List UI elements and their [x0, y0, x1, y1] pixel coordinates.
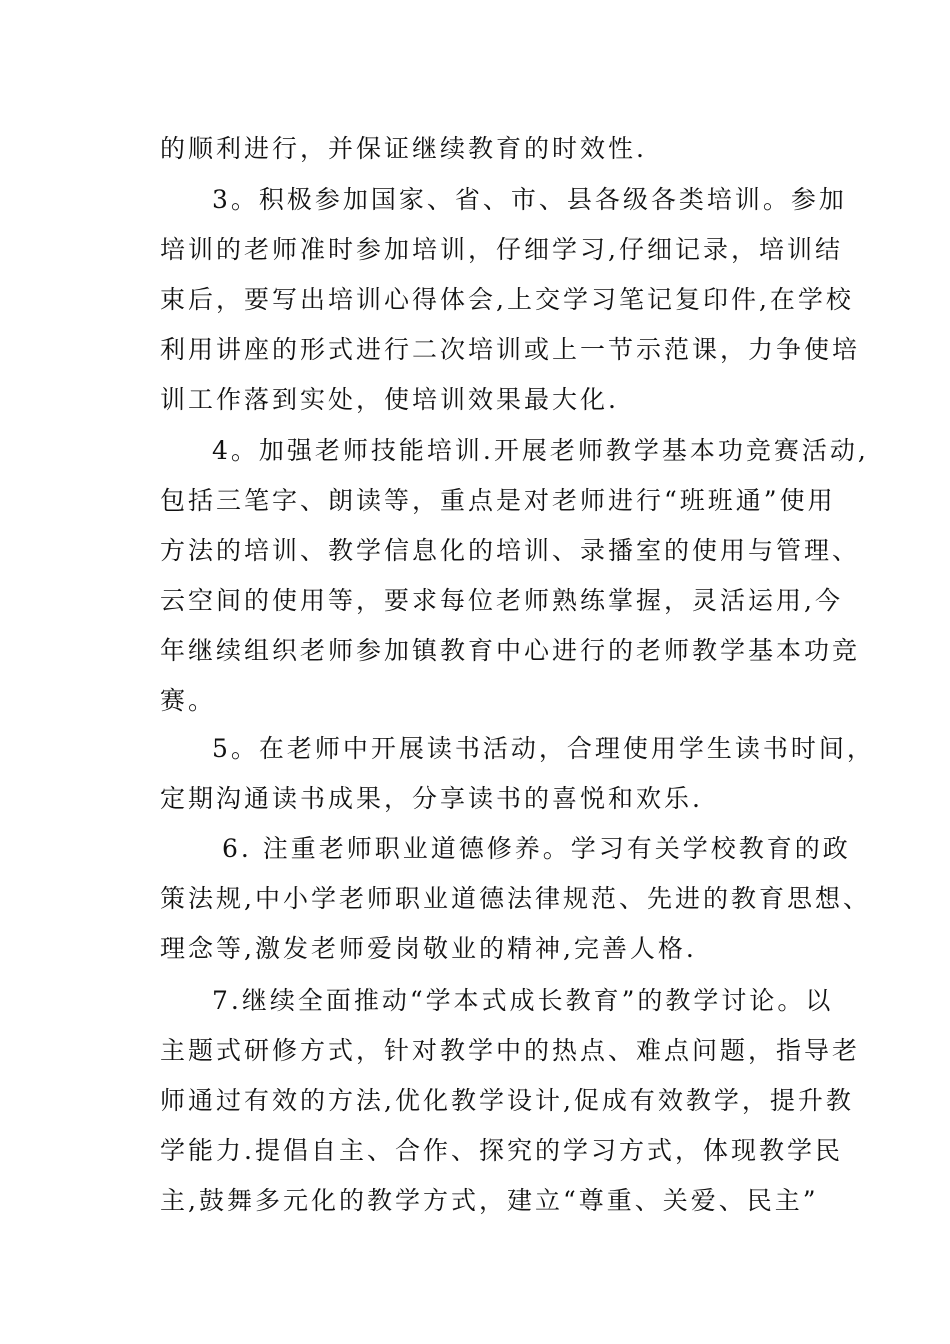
text-line: 定期沟通读书成果，分享读书的喜悦和欢乐.: [160, 784, 703, 813]
text-line: 方法的培训、教学信息化的培训、录播室的使用与管理、: [160, 536, 861, 565]
text-line: 学能力.提倡自主、合作、探究的学习方式，体现教学民: [160, 1136, 843, 1165]
text-line: 主,鼓舞多元化的教学方式，建立“尊重、关爱、民主”: [160, 1186, 819, 1215]
text-line: 理念等,激发老师爱岗敬业的精神,完善人格.: [160, 934, 697, 963]
text-line: 主题式研修方式，针对教学中的热点、难点问题，指导老: [160, 1036, 861, 1065]
text-line: 5。在老师中开展读书活动，合理使用学生读书时间，: [212, 734, 875, 763]
paragraph-item-7: [160, 976, 861, 1226]
text-line: 包括三笔字、朗读等，重点是对老师进行“班班通”使用: [160, 486, 836, 515]
paragraph-item-6: [160, 824, 871, 974]
paragraph-continuation: [160, 124, 840, 174]
text-line: 策法规,中小学老师职业道德法律规范、先进的教育思想、: [160, 884, 871, 913]
text-line: 束后，要写出培训心得体会,上交学习笔记复印件,在学校: [160, 285, 854, 314]
text-line: 4。加强老师技能培训.开展老师教学基本功竞赛活动,: [212, 436, 869, 465]
paragraph-item-4: [160, 426, 869, 726]
text-line: 培训的老师准时参加培训，仔细学习,仔细记录，培训结: [160, 235, 843, 264]
text-line: 3。积极参加国家、省、市、县各级各类培训。参加: [212, 185, 847, 214]
paragraph-item-3: [160, 175, 861, 425]
text-line: 利用讲座的形式进行二次培训或上一节示范课，力争使培: [160, 335, 861, 364]
text-line: 赛。: [160, 686, 217, 715]
text-line: 7.继续全面推动“学本式成长教育”的教学讨论。以: [212, 986, 834, 1015]
text-line: 的顺利进行，并保证继续教育的时效性.: [160, 134, 647, 163]
paragraph-item-5: [160, 724, 875, 824]
text-line: 师通过有效的方法,优化教学设计,促成有效教学，提升教: [160, 1086, 854, 1115]
text-line: 云空间的使用等，要求每位老师熟练掌握，灵活运用,今: [160, 586, 843, 615]
text-line: 6. 注重老师职业道德修养。学习有关学校教育的政: [222, 834, 851, 863]
text-line: 训工作落到实处，使培训效果最大化.: [160, 385, 619, 414]
text-line: 年继续组织老师参加镇教育中心进行的老师教学基本功竞: [160, 636, 861, 665]
